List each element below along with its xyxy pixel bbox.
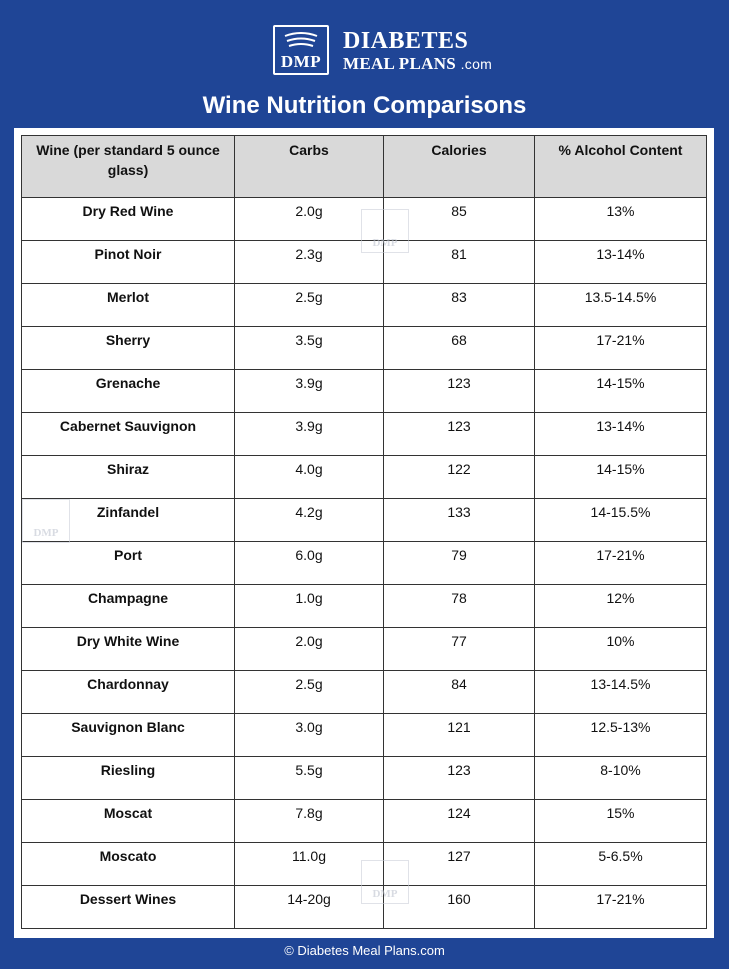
wine-name-cell: Champagne: [22, 585, 235, 628]
calories-cell: 79: [384, 542, 535, 585]
calories-cell: 85: [384, 198, 535, 241]
watermark-text: DMP: [33, 527, 59, 539]
calories-cell: 121: [384, 714, 535, 757]
alcohol-cell: 13%: [535, 198, 707, 241]
alcohol-cell: 14-15.5%: [535, 499, 707, 542]
calories-cell: 78: [384, 585, 535, 628]
table-row: [22, 542, 707, 585]
plate-icon: [283, 32, 319, 50]
alcohol-cell: 15%: [535, 800, 707, 843]
table-row: [22, 671, 707, 714]
wine-name-cell: Sherry: [22, 327, 235, 370]
table-row: [22, 241, 707, 284]
carbs-cell: 3.9g: [235, 413, 384, 456]
carbs-cell: 6.0g: [235, 542, 384, 585]
calories-cell: 123: [384, 370, 535, 413]
wine-name-cell: Chardonnay: [22, 671, 235, 714]
alcohol-cell: 5-6.5%: [535, 843, 707, 886]
wine-name-cell: Dessert Wines: [22, 886, 235, 929]
calories-cell: 83: [384, 284, 535, 327]
page-title: Wine Nutrition Comparisons: [202, 92, 527, 119]
table-row: [22, 198, 707, 241]
alcohol-cell: 13-14%: [535, 413, 707, 456]
alcohol-cell: 13.5-14.5%: [535, 284, 707, 327]
table-row: [22, 843, 707, 886]
wine-name-cell: Pinot Noir: [22, 241, 235, 284]
brand-name-line2: [343, 55, 492, 72]
brand-name-line1: DIABETES: [343, 27, 469, 54]
carbs-cell: 1.0g: [235, 585, 384, 628]
carbs-cell: 3.9g: [235, 370, 384, 413]
alcohol-cell: 13-14.5%: [535, 671, 707, 714]
wine-name-cell: Sauvignon Blanc: [22, 714, 235, 757]
wine-name-cell: Cabernet Sauvignon: [22, 413, 235, 456]
carbs-cell: 7.8g: [235, 800, 384, 843]
wine-name-cell: Moscato: [22, 843, 235, 886]
carbs-cell: 2.3g: [235, 241, 384, 284]
wine-name-cell: Dry Red Wine: [22, 198, 235, 241]
calories-cell: 123: [384, 413, 535, 456]
wine-name-cell: Grenache: [22, 370, 235, 413]
table-row: [22, 456, 707, 499]
calories-cell: 127: [384, 843, 535, 886]
alcohol-cell: 14-15%: [535, 370, 707, 413]
table-panel: [14, 128, 714, 938]
watermark-text: DMP: [372, 237, 398, 249]
carbs-cell: 3.0g: [235, 714, 384, 757]
carbs-cell: 2.0g: [235, 628, 384, 671]
brand-name: [343, 29, 492, 72]
header-alcohol: % Alcohol Content: [535, 136, 707, 198]
calories-cell: 122: [384, 456, 535, 499]
alcohol-cell: 12%: [535, 585, 707, 628]
calories-cell: 77: [384, 628, 535, 671]
brand-name-line2-text: MEAL PLANS: [343, 53, 457, 73]
wine-name-cell: Moscat: [22, 800, 235, 843]
table-row: [22, 886, 707, 929]
table-row: [22, 413, 707, 456]
wine-name-cell: Merlot: [22, 284, 235, 327]
wine-name-cell: Port: [22, 542, 235, 585]
watermark-text: DMP: [372, 888, 398, 900]
carbs-cell: 3.5g: [235, 327, 384, 370]
table-row: [22, 284, 707, 327]
carbs-cell: 2.0g: [235, 198, 384, 241]
table-row: [22, 714, 707, 757]
table-row: [22, 628, 707, 671]
calories-cell: 81: [384, 241, 535, 284]
header-wine: Wine (per standard 5 ounce glass): [22, 136, 235, 198]
carbs-cell: 11.0g: [235, 843, 384, 886]
brand-name-suffix: .com: [460, 55, 493, 72]
table-body: [22, 198, 707, 929]
table-row: [22, 370, 707, 413]
header: [0, 0, 729, 128]
alcohol-cell: 10%: [535, 628, 707, 671]
alcohol-cell: 17-21%: [535, 886, 707, 929]
alcohol-cell: 17-21%: [535, 542, 707, 585]
calories-cell: 160: [384, 886, 535, 929]
carbs-cell: 5.5g: [235, 757, 384, 800]
logo-mark-box: [273, 25, 329, 75]
wine-nutrition-table: [21, 135, 707, 929]
alcohol-cell: 17-21%: [535, 327, 707, 370]
calories-cell: 68: [384, 327, 535, 370]
table-row: [22, 585, 707, 628]
wine-name-cell: Dry White Wine: [22, 628, 235, 671]
logo-mark-text: DMP: [280, 52, 322, 71]
carbs-cell: 2.5g: [235, 284, 384, 327]
copyright-footer: © Diabetes Meal Plans.com: [284, 943, 445, 958]
carbs-cell: 4.2g: [235, 499, 384, 542]
alcohol-cell: 8-10%: [535, 757, 707, 800]
calories-cell: 124: [384, 800, 535, 843]
table-row: [22, 800, 707, 843]
table-header-row: [22, 136, 707, 198]
alcohol-cell: 12.5-13%: [535, 714, 707, 757]
wine-name-cell: Shiraz: [22, 456, 235, 499]
table-row: [22, 327, 707, 370]
table-row: [22, 757, 707, 800]
alcohol-cell: 13-14%: [535, 241, 707, 284]
header-calories: Calories: [384, 136, 535, 198]
carbs-cell: 2.5g: [235, 671, 384, 714]
calories-cell: 133: [384, 499, 535, 542]
carbs-cell: 4.0g: [235, 456, 384, 499]
wine-name-cell: Zinfandel: [22, 499, 235, 542]
calories-cell: 84: [384, 671, 535, 714]
brand-logo[interactable]: [273, 22, 513, 78]
header-carbs: Carbs: [235, 136, 384, 198]
calories-cell: 123: [384, 757, 535, 800]
alcohol-cell: 14-15%: [535, 456, 707, 499]
wine-name-cell: Riesling: [22, 757, 235, 800]
table-row: [22, 499, 707, 542]
carbs-cell: 14-20g: [235, 886, 384, 929]
